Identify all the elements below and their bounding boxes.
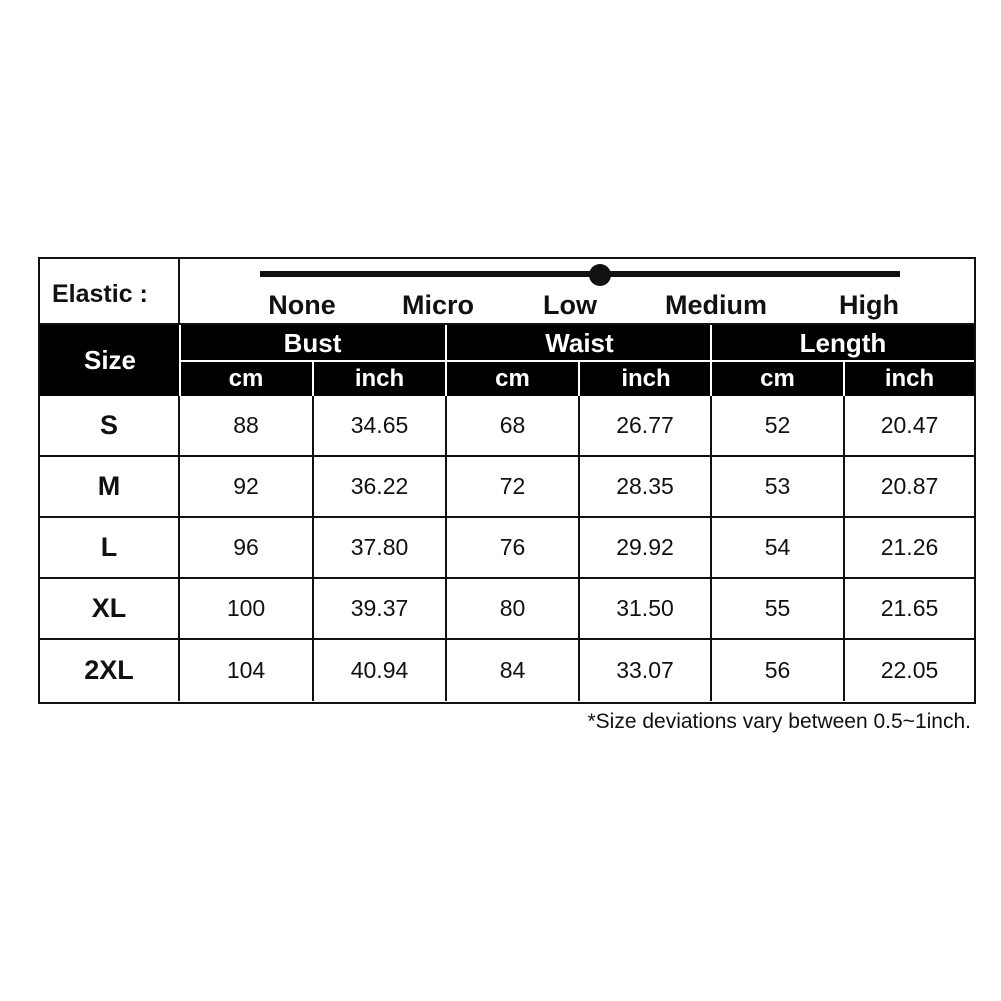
measurement-cell: 29.92 xyxy=(580,518,712,577)
measurement-cell: 37.80 xyxy=(314,518,447,577)
measurement-cell: 21.65 xyxy=(880,595,939,621)
measurement-cell: 20.87 xyxy=(880,473,939,499)
measurement-cell: 80 xyxy=(447,579,580,638)
size-deviation-note: *Size deviations vary between 0.5~1inch. xyxy=(587,710,971,733)
table-body xyxy=(40,396,974,701)
table-row xyxy=(40,518,974,579)
size-chart-table xyxy=(38,257,976,704)
measurement-cell: 56 xyxy=(712,640,845,701)
waist-header: Waist xyxy=(545,327,614,358)
measurement-cell: 88 xyxy=(180,396,314,455)
elastic-option-low: Low xyxy=(543,290,597,320)
table-row xyxy=(40,640,974,701)
elastic-scale-marker xyxy=(589,264,611,286)
measurement-cell: 39.37 xyxy=(314,579,447,638)
measurement-cell: 36.22 xyxy=(314,457,447,516)
table-row xyxy=(40,396,974,457)
header-divider xyxy=(181,360,974,362)
measurement-cell: 22.05 xyxy=(880,657,939,683)
waist-cm-header: cm xyxy=(495,365,530,392)
measurement-cell: 26.77 xyxy=(580,396,712,455)
header-divider xyxy=(843,362,845,396)
measurement-cell: 34.65 xyxy=(314,396,447,455)
measurement-cell: 55 xyxy=(712,579,845,638)
measurement-cell: 100 xyxy=(180,579,314,638)
measurement-cell: 31.50 xyxy=(580,579,712,638)
table-header xyxy=(40,325,974,396)
measurement-cell: 72 xyxy=(447,457,580,516)
elastic-option-micro: Micro xyxy=(401,290,475,320)
measurement-cell: 40.94 xyxy=(314,640,447,701)
bust-cm-header: cm xyxy=(228,365,264,392)
size-column-header: Size xyxy=(83,345,137,375)
table-row xyxy=(40,579,974,640)
elastic-row xyxy=(40,259,974,325)
elastic-label: Elastic : xyxy=(40,259,180,323)
measurement-cell: 76 xyxy=(447,518,580,577)
size-cell: M xyxy=(40,457,180,516)
waist-inch-header: inch xyxy=(621,365,671,392)
measurement-cell: 68 xyxy=(447,396,580,455)
table-row xyxy=(40,457,974,518)
measurement-cell: 33.07 xyxy=(580,640,712,701)
measurement-cell: 52 xyxy=(712,396,845,455)
bust-inch-header: inch xyxy=(354,365,405,392)
header-divider xyxy=(578,362,580,396)
measurement-cell: 92 xyxy=(180,457,314,516)
measurement-cell: 21.26 xyxy=(880,534,939,560)
measurement-cell: 54 xyxy=(712,518,845,577)
length-header: Length xyxy=(799,327,887,358)
length-cm-header: cm xyxy=(760,365,795,392)
measurement-cell: 28.35 xyxy=(580,457,712,516)
size-cell: L xyxy=(40,518,180,577)
measurement-cell: 20.47 xyxy=(880,412,939,438)
size-cell: S xyxy=(40,396,180,455)
header-divider xyxy=(312,362,314,396)
measurement-cell: 53 xyxy=(712,457,845,516)
measurement-cell: 104 xyxy=(180,640,314,701)
elastic-scale xyxy=(180,259,974,323)
measurement-cell: 96 xyxy=(180,518,314,577)
elastic-option-none: None xyxy=(268,290,336,320)
elastic-option-medium: Medium xyxy=(664,290,768,320)
elastic-scale-line xyxy=(260,271,900,277)
bust-header: Bust xyxy=(283,327,342,358)
size-cell: XL xyxy=(40,579,180,638)
measurement-cell: 84 xyxy=(447,640,580,701)
size-cell: 2XL xyxy=(40,640,180,701)
length-inch-header: inch xyxy=(884,365,935,392)
elastic-option-high: High xyxy=(839,290,899,320)
